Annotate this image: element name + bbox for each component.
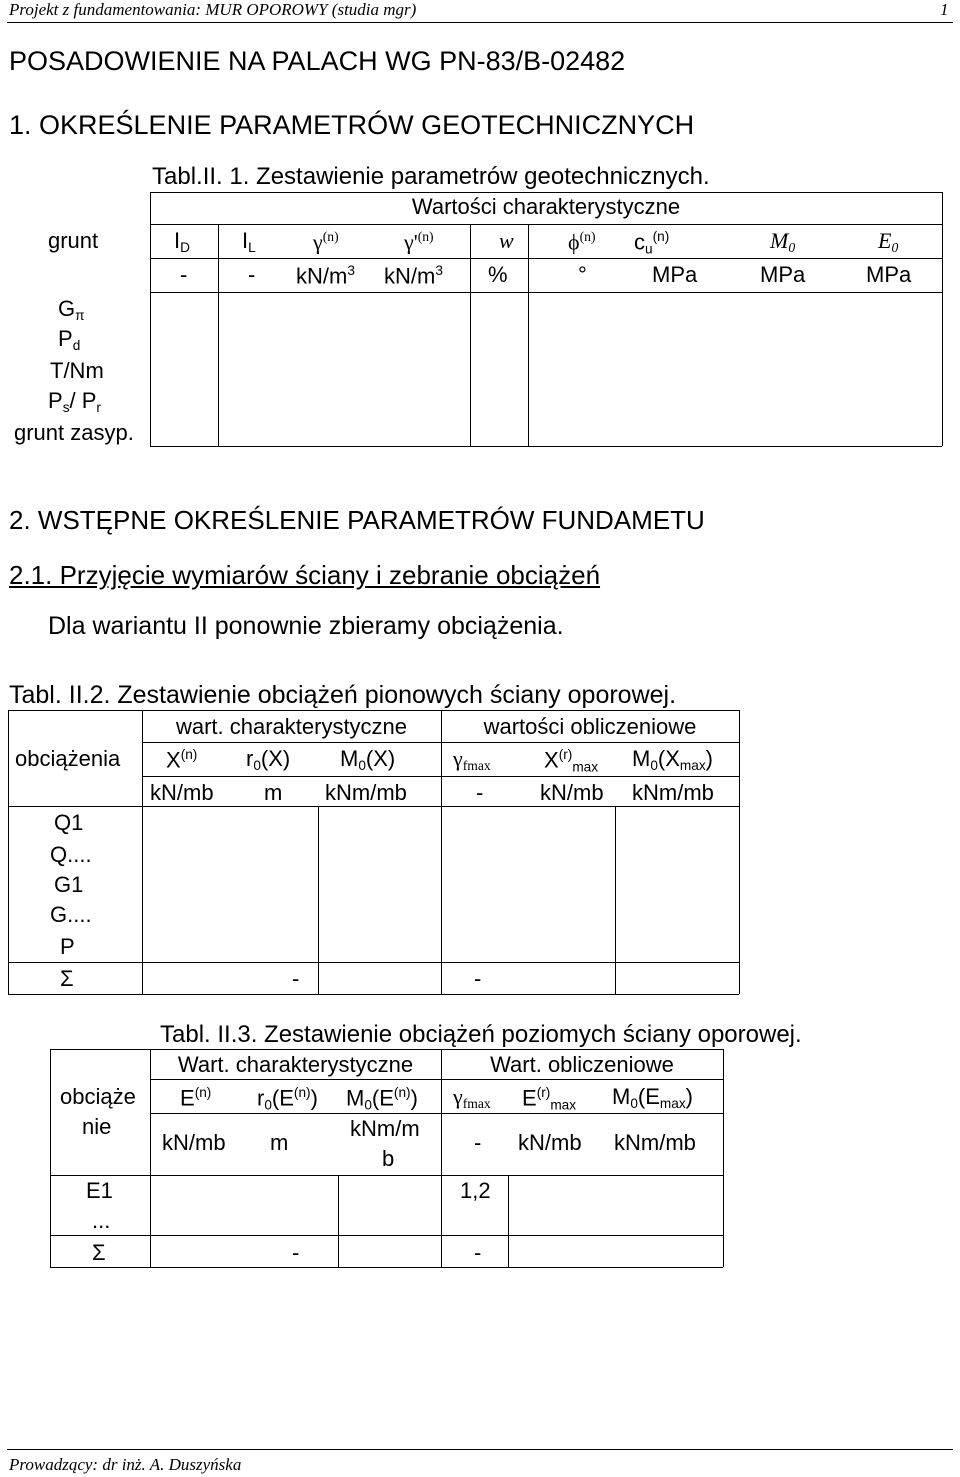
e1-gamma-value: 1,2 (460, 1178, 491, 1203)
unit-m0: MPa (760, 262, 806, 287)
symbol-r0-x: $r_0(X)$ (246, 746, 291, 773)
symbol-gamma-n: $\gamma^{(n)}$ (313, 229, 339, 255)
unit-gamma-prime: $kN/m^3$ (384, 263, 443, 289)
row-g-pi: $G_\pi$ (58, 296, 85, 323)
table2-caption: Tabl. II.2. Zestawienie obciążeń pionowych ściany oporowej. (9, 681, 677, 709)
unit-w: % (488, 262, 508, 287)
unit-il: - (248, 262, 256, 287)
header-rule (7, 22, 953, 23)
symbol-gamma-fmax-3: $\gamma_{fmax}$ (453, 1084, 491, 1111)
symbol-m0-emax: $M_0(E_{max})$ (612, 1084, 693, 1111)
row-sum: Σ (60, 966, 74, 991)
unit-gamma: $kN/m^3$ (296, 263, 355, 289)
doc-title: POSADOWIENIE NA PALACH WG PN-83/B-02482 (9, 46, 626, 76)
row-g-more: G.... (50, 902, 92, 927)
symbol-id: $I_D$ (174, 228, 190, 255)
sum-r0: - (292, 966, 300, 991)
unit3-m0emax: kNm/mb (614, 1130, 696, 1155)
symbol-e-n: $E^{(n)}$ (180, 1085, 212, 1111)
page-number: 1 (940, 0, 949, 19)
row-g1: G1 (54, 872, 84, 897)
sum3-gamma: - (474, 1240, 482, 1265)
symbol-m0-x: $M_0(X)$ (340, 746, 396, 773)
footer-text: Prowadzący: dr inż. A. Duszyńska (9, 1455, 242, 1474)
row-ps-pr: $P_s/$ $P_r$ (48, 388, 101, 415)
table3-group-char: Wart. charakterystyczne (177, 1052, 414, 1077)
symbol-phi-n: $\phi^{(n)}$ (568, 229, 596, 255)
symbol-e-r-max: $E^{(r)}_{max}$ (522, 1085, 577, 1113)
unit3-r0: m (270, 1130, 289, 1155)
unit-m0xmax: kNm/mb (632, 780, 714, 805)
unit-e0: MPa (866, 262, 912, 287)
unit3-gamma: - (474, 1130, 482, 1155)
sum3-r0: - (292, 1240, 300, 1265)
table3-group-calc: Wart. obliczeniowe (490, 1052, 674, 1077)
unit-r0: m (264, 780, 283, 805)
symbol-gamma-fmax: $\gamma_{fmax}$ (453, 746, 491, 773)
symbol-x-r-max: $X^{(r)}_{max}$ (544, 747, 599, 775)
symbol-e0: $E_0$ (878, 228, 899, 255)
table3-row-header-2: nie (82, 1114, 112, 1139)
unit-gamma-fmax: - (476, 780, 484, 805)
row-grunt-zasyp: grunt zasyp. (14, 420, 134, 445)
table1-group-header: Wartości charakterystyczne (411, 194, 681, 219)
row-q-more: Q.... (50, 842, 92, 867)
table1-caption: Tabl.II. 1. Zestawienie parametrów geotechnicznych. (152, 163, 710, 190)
table1-row-header: grunt (48, 228, 99, 253)
footer-rule (7, 1449, 953, 1450)
unit3-emax: kN/mb (518, 1130, 582, 1155)
unit3-m0-2: b (382, 1146, 395, 1171)
row-p-d: $P_d$ (58, 326, 81, 353)
unit-m0x: kNm/mb (325, 780, 407, 805)
unit-cu: MPa (652, 262, 698, 287)
table3-caption: Tabl. II.3. Zestawienie obciążeń poziomych ściany oporowej. (160, 1021, 802, 1048)
row-e1: E1 (86, 1178, 113, 1203)
table3-row-header-1: obciąże (60, 1084, 136, 1109)
row-q1: Q1 (54, 810, 84, 835)
section-2-1-heading: 2.1. Przyjęcie wymiarów ściany i zebranie obciążeń (9, 560, 601, 590)
symbol-w: w (499, 228, 514, 253)
unit-id: - (180, 262, 188, 287)
symbol-il: $I_L$ (242, 228, 256, 255)
paragraph: Dla wariantu II ponownie zbieramy obciążenia. (48, 612, 564, 640)
row-e-more: ... (92, 1208, 111, 1233)
symbol-r0-e: $r_0(E^{(n)})$ (257, 1085, 318, 1113)
unit-phi: ° (578, 262, 587, 287)
table2-row-header: obciążenia (15, 746, 121, 771)
symbol-x-n: $X^{(n)}$ (166, 747, 198, 773)
sum-gamma: - (474, 966, 482, 991)
symbol-m0-e: $M_0(E^{(n)})$ (346, 1085, 418, 1113)
symbol-cu-n: $c_u^{(n)}$ (634, 229, 670, 257)
unit-xmax: kN/mb (540, 780, 604, 805)
table2-group-char: wart. charakterystyczne (175, 714, 408, 739)
unit-x: kN/mb (150, 780, 214, 805)
symbol-gamma-prime-n: $\gamma'^{(n)}$ (404, 229, 434, 255)
unit3-e: kN/mb (162, 1130, 226, 1155)
symbol-m0-xmax: $M_0(X_{max})$ (632, 746, 713, 773)
row-sum-3: Σ (92, 1240, 106, 1265)
symbol-m0: $M_0$ (770, 228, 796, 255)
table2-group-calc: wartości obliczeniowe (483, 714, 697, 739)
unit3-m0-1: kNm/m (350, 1116, 420, 1141)
section-1-heading: 1. OKREŚLENIE PARAMETRÓW GEOTECHNICZNYCH (9, 110, 695, 140)
row-t-nm: T/Nm (50, 358, 104, 383)
section-2-heading: 2. WSTĘPNE OKREŚLENIE PARAMETRÓW FUNDAMETU (9, 505, 705, 535)
header-title: Projekt z fundamentowania: MUR OPOROWY (studia mgr) (9, 0, 417, 19)
row-p: P (60, 934, 75, 959)
